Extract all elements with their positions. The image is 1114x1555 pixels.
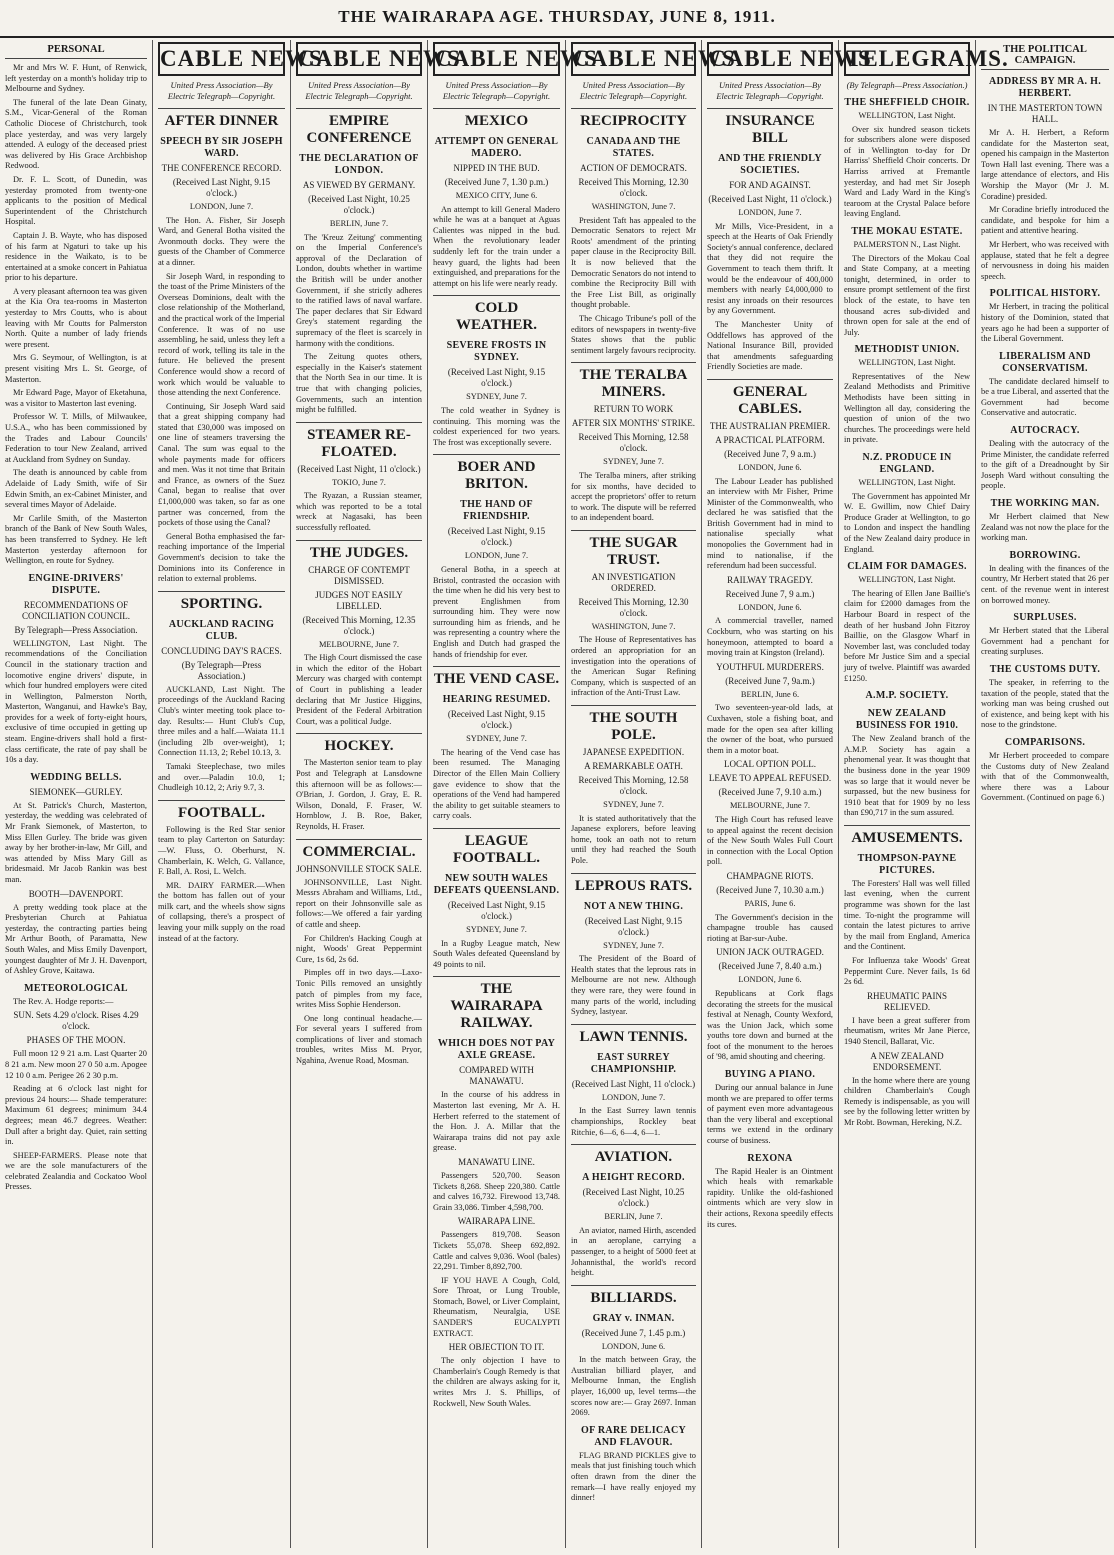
- article-deck: YOUTHFUL MURDERERS.: [716, 661, 824, 672]
- article-paragraph: The death is announced by cable from Adelaide of Lady Smith, wife of Sir Edwin Smith, an ex-Cabinet Minister, and several times Mayor of Adelaide.: [5, 468, 147, 510]
- column-3: [291, 40, 461, 1548]
- article-deck: (Received Last Night, 9.15 o'clock.): [447, 709, 546, 731]
- article-headline: BILLIARDS.: [571, 1285, 696, 1307]
- article-dateline: WELLINGTON, Last Night.: [858, 111, 956, 120]
- article-paragraph: Passengers 520,700. Season Tickets 8,268. Sheep 220,380. Cattle and calves 16,732. Firewood 13,748. Grain 33,086. Timber 4,598,700.: [433, 1170, 560, 1212]
- article-paragraph: SHEEP-FARMERS. Please note that we are the sole manufacturers of the celebrated Zealandia and Cockatoo Wool Presses.: [5, 1150, 147, 1192]
- article-subheading: SPEECH BY SIR JOSEPH WARD.: [160, 136, 283, 159]
- article-paragraph: Dealing with the autocracy of the Prime Minister, the candidate referred to the gift of a Dreadnought by Sir Joseph Ward without consulting the people.: [981, 439, 1109, 491]
- article-deck: Received This Morning, 12.58 o'clock.: [578, 775, 689, 797]
- article-paragraph: For Influenza take Woods' Great Peppermint Cure. Never fails, 1s 6d 2s 6d.: [844, 956, 970, 987]
- section-heading: CABLE NEWS: [296, 42, 422, 76]
- article-paragraph: IF YOU HAVE A Cough, Cold, Sore Throat, or Lung Trouble, Stomach, Bowel, or Liver Complaint, Rheumatism, Neuralgia, USE SANDER'S EUCALYPTI EXTRACT.: [433, 1275, 560, 1338]
- article-dateline: LONDON, June 6.: [601, 1341, 666, 1351]
- article-deck: LOCAL OPTION POLL.: [724, 759, 816, 770]
- article-deck: AS VIEWED BY GERMANY.: [302, 180, 416, 190]
- article-subheading: ADDRESS BY MR A. H. HERBERT.: [988, 76, 1101, 99]
- article-deck: FOR AND AGAINST.: [729, 180, 811, 190]
- article-headline: AVIATION.: [571, 1144, 696, 1166]
- article-subheading: HEARING RESUMED.: [442, 694, 551, 706]
- article-dateline: SYDNEY, June 7.: [603, 800, 664, 810]
- article-dateline: TOKIO, June 7.: [332, 477, 386, 487]
- article-deck: A REMARKABLE OATH.: [584, 761, 683, 772]
- article-paragraph: The Chicago Tribune's poll of the editors of newspapers in twenty-five States shows that the public sentiment largely favours reciprocity.: [571, 313, 696, 355]
- press-association-line: United Press Association—By Electric Telegraph—Copyright.: [716, 80, 824, 101]
- article-dateline: MEXICO CITY, June 6.: [455, 191, 538, 200]
- article-deck: RHEUMATIC PAINS RELIEVED.: [867, 990, 947, 1012]
- article-subheading: AUCKLAND RACING CLUB.: [168, 618, 275, 642]
- article-paragraph: MR. DAIRY FARMER.—When the bottom has fallen out of your milk cart, and the wheels show signs of collapsing, there's a prospect of leaving your milk supply on the road instead of at the factory.: [158, 880, 285, 943]
- article-paragraph: Representatives of the New Zealand Methodists and Primitive Methodists have been sitting in Wellington all day, considering the question of union of the two churches. The proceedings were held in private.: [844, 371, 970, 445]
- article-paragraph: Dr. F. L. Scott, of Dunedin, was yesterday promoted from twenty-one applicants to the position of Medical Superintendent of the Christchurch Hospital.: [5, 174, 147, 227]
- article-headline: STEAMER RE-FLOATED.: [296, 422, 422, 461]
- article-paragraph: Republicans at Cork flags decorating the streets for the musical festival at Nenagh, County Wexford, was the Union Jack, which some youths tore down and burned at the foot of the monument to the heroes of '98, amid shouting and cheering.: [707, 988, 833, 1062]
- article-dateline: SYDNEY, June 7.: [466, 734, 527, 744]
- section-heading: CABLE NEWS: [158, 42, 285, 76]
- column-2: [153, 40, 323, 1548]
- article-deck: CHARGE OF CONTEMPT DISMISSED.: [308, 564, 410, 586]
- article-paragraph: Full moon 12 9 21 a.m. Last Quarter 20 8 21 a.m. New moon 27 0 50 a.m. Apogee 12 10 0 a.m. Perigee 26 2 30 p.m.: [5, 1049, 147, 1080]
- article-paragraph: A very pleasant afternoon tea was given at the Kia Ora tea-rooms in Masterton yesterday to Mrs Coutts, who is about leaving with Mr Coutts for Palmerston North. Quite a number of lady friends were present.: [5, 286, 147, 349]
- article-paragraph: In the match between Gray, the Australian billiard player, and Melbourne Inman, the English player, 16,000 up, level terms—the scores now are:— Gray 2697. Inman 2069.: [571, 1355, 696, 1418]
- article-dateline: PARIS, June 6.: [744, 898, 796, 908]
- article-subheading: ATTEMPT ON GENERAL MADERO.: [434, 136, 559, 159]
- article-paragraph: In the East Surrey lawn tennis championships, Rockley beat Ritchie, 6—6, 6—4, 6—1.: [571, 1106, 696, 1137]
- article-deck: (Received June 7, 9.10 a.m.): [718, 787, 822, 798]
- article-headline: MEXICO: [433, 108, 560, 130]
- article-dateline: WELLINGTON, Last Night.: [858, 575, 956, 585]
- article-deck: CHAMPAGNE RIOTS.: [726, 870, 814, 881]
- article-headline: BOER AND BRITON.: [433, 454, 560, 493]
- article-subheading: GRAY v. INMAN.: [592, 1312, 675, 1324]
- article-subheading: EAST SURREY CHAMPIONSHIP.: [590, 1051, 677, 1075]
- article-subheading: THE HAND OF FRIENDSHIP.: [460, 499, 533, 523]
- article-paragraph: An attempt to kill General Madero while he was at a banquet at Aguas Calientes was nipped in the bud. When the revolutionary leader suddenly left for the train under a heavy guard, the lights had been extinguished, and preparations for the attempt on his life were nearly ready.: [433, 204, 560, 288]
- article-paragraph: The funeral of the late Dean Ginaty, S.M., Vicar-General of the Roman Catholic Diocese of Christchurch, took place yesterday, and was very largely attended. A eulogy of the deceased priest was delivered by His Grace Archbishop Redwood.: [5, 97, 147, 171]
- article-paragraph: The Rapid Healer is an Ointment which heals with remarkable rapidity. Unlike the old-fashioned ointments which are very slow in their actions, Rexona speedily effects its cures.: [707, 1166, 833, 1229]
- article-headline: EMPIRE CONFERENCE: [296, 108, 422, 147]
- section-heading: CABLE NEWS: [707, 42, 833, 76]
- press-association-line: United Press Association—By Electric Telegraph—Copyright.: [305, 80, 413, 101]
- article-deck: (Received Last Night, 9.15 o'clock.): [584, 915, 683, 937]
- article-paragraph: The Manchester Unity of Oddfellows has approved of the National Insurance Bill, provided that amendments safeguarding Friendly Societies are made.: [707, 319, 833, 372]
- press-association-line: United Press Association—By Electric Telegraph—Copyright.: [442, 80, 551, 101]
- section-heading: CABLE NEWS: [433, 42, 560, 76]
- article-dateline: SYDNEY, June 7.: [603, 457, 664, 467]
- article-paragraph: Following is the Red Star senior team to play Carterton on Saturday:—W. Fluss, O. Oberhurst, N. Chamberlain, K. Welch, G. Vallance, F. Ball, A. Rosi, L. Welch.: [158, 824, 285, 877]
- article-subheading: THE WORKING MAN.: [990, 498, 1100, 510]
- article-dateline: WELLINGTON, Last Night.: [858, 358, 956, 368]
- article-subheading: SURPLUSES.: [1013, 612, 1077, 624]
- article-paragraph: The Directors of the Mokau Coal and State Company, at a meeting tonight, determined, in order to ensure prompt settlement of the first block of the estate, to have ten thousand acres sub-divided and thrown open for sale at the end of July.: [844, 253, 970, 337]
- article-subheading: WHICH DOES NOT PAY AXLE GREASE.: [437, 1038, 556, 1062]
- article-paragraph: For Children's Hacking Cough at night, Woods' Great Peppermint Cure, 1s 6d, 2s 6d.: [296, 933, 422, 964]
- article-paragraph: In the home where there are young children Chamberlain's Cough Remedy is indispensable, as you will see by the following letter written by Mr Robt. Bowman, Hereking, N.Z.: [844, 1075, 970, 1127]
- article-deck: IN THE MASTERTON TOWN HALL.: [987, 103, 1103, 124]
- article-deck: (Received Last Night, 9.15 o'clock.): [447, 367, 546, 389]
- article-paragraph: General Botha, in a speech at Bristol, contrasted the occasion with the time when he did his very best to prevent Englishmen from surrounding him. They were now surrounding him as friends, and he was representing a country where the English and Dutch had grasped the hands of friendship for ever.: [433, 564, 560, 659]
- article-dateline: WELLINGTON, Last Night.: [858, 478, 956, 488]
- article-deck: RECOMMENDATIONS OF CONCILIATION COUNCIL.: [22, 599, 130, 621]
- article-headline: HOCKEY.: [296, 733, 422, 755]
- article-subheading: THE MOKAU ESTATE.: [851, 225, 963, 237]
- section-heading: PERSONAL: [5, 44, 147, 59]
- article-paragraph: The Labour Leader has published an interview with Mr Fisher, Prime Minister of the Commonwealth, who declared he was satisfied that the British Government had in mind to nationalise specially what monopolies the Government had in mind to nationalise, if the referendum had been successful.: [707, 476, 833, 571]
- section-heading: THE POLITICAL CAMPAIGN.: [981, 44, 1109, 70]
- article-paragraph: I have been a great sufferer from rheumatism, writes Mr Jane Pierce, 1940 Stencil, Ballarat, Vic.: [844, 1015, 970, 1046]
- article-dateline: MELBOURNE, June 7.: [318, 639, 400, 649]
- article-dateline: LONDON, June 6.: [738, 462, 802, 472]
- article-deck: (Received June 7, 10.30 a.m.): [716, 884, 824, 895]
- article-paragraph: At St. Patrick's Church, Masterton, yesterday, the wedding was celebrated of Mr Frank Siemonek, of Masterton, to Miss Ellen Gurley. The bride was given away by her brother-in-law, Mr Gill, and was attended by Miss Mary Gill as bridesmaid. Mr Jacob Rankin was best man.: [5, 800, 147, 884]
- article-deck: JOHNSONVILLE STOCK SALE.: [296, 863, 422, 874]
- article-paragraph: Reading at 6 o'clock last night for previous 24 hours:— Shade temperature: Maximum 61 degrees; minimum 34.4 degrees; mean 46.7 degrees. Weather: Dull after a bright day. Quiet, rain setting in.: [5, 1084, 147, 1147]
- masthead: [0, 0, 1114, 38]
- article-deck: THE AUSTRALIAN PREMIER.: [709, 420, 831, 431]
- article-headline: SPORTING.: [158, 591, 285, 613]
- article-paragraph: The Teralba miners, after striking for six months, have decided to accept the proprietors' offer to return to work. The dispute will be referred to an independent board.: [571, 470, 696, 523]
- article-paragraph: Mr Coradine briefly introduced the candidate, and bespoke for him a patient and attentive hearing.: [981, 205, 1109, 236]
- article-deck: (Received Last Night, 11 o'clock.): [297, 463, 421, 474]
- article-deck: (Received June 7, 9 a.m.): [724, 448, 816, 459]
- article-paragraph: General Botha emphasised the far-reaching importance of the Imperial Government's decision to take the Dominions into its Conference in relation to external problems.: [158, 531, 285, 584]
- article-headline: COMMERCIAL.: [296, 839, 422, 861]
- article-deck: (Received Last Night, 10.25 o'clock.): [308, 194, 410, 215]
- article-deck: COMPARED WITH MANAWATU.: [459, 1065, 534, 1087]
- article-deck: UNION JACK OUTRAGED.: [716, 947, 824, 958]
- article-paragraph: Mr Herbert stated that the Liberal Government had a penchant for creating surpluses.: [981, 626, 1109, 657]
- article-dateline: SYDNEY, June 7.: [466, 925, 527, 934]
- article-deck: Received This Morning, 12.30 o'clock.: [578, 596, 689, 618]
- article-deck: SIEMONEK—GURLEY.: [29, 786, 123, 797]
- article-deck: (Received June 7, 1.30 p.m.): [444, 177, 549, 187]
- article-dateline: WASHINGTON, June 7.: [591, 202, 676, 211]
- article-paragraph: The Foresters' Hall was well filled last evening, when the current programme was shown for the last time. To-night the programme will contain the latest pictures to arrive by the mail from England, America and the Continent.: [844, 878, 970, 952]
- article-paragraph: In a Rugby League match, New South Wales defeated Queensland by 49 points to nil.: [433, 938, 560, 969]
- article-paragraph: Mr Mills, Vice-President, in a speech at the Hearts of Oak Friendly Society's annual conference, declared that they did not require the Government to teach them thrift. It would be the endeavour of 400,000 members with nearly £4,000,000 to resist any inroads on their resources by any Government.: [707, 221, 833, 316]
- column-6: [702, 40, 872, 1548]
- article-dateline: LONDON, June 6.: [738, 602, 802, 612]
- article-deck: MANAWATU LINE.: [458, 1156, 535, 1167]
- article-headline: THE JUDGES.: [296, 540, 422, 562]
- article-paragraph: The House of Representatives has ordered an appropriation for an investigation into the operations of the American Sugar Refining Company, which is suspected of an infraction of the Anti-Trust Law.: [571, 635, 696, 698]
- article-subheading: OF RARE DELICACY AND FLAVOUR.: [581, 1424, 686, 1448]
- article-deck: CONCLUDING DAY'S RACES.: [161, 645, 282, 656]
- article-deck: RETURN TO WORK: [593, 404, 674, 415]
- article-paragraph: In the course of his address in Masterton last evening, Mr A. H. Herbert referred to the statement of the Hon. J. A. Millar that the Wairarapa trains did not pay axle grease.: [433, 1090, 560, 1153]
- article-headline: THE WAIRARAPA RAILWAY.: [433, 976, 560, 1032]
- article-paragraph: During our annual balance in June month we are prepared to offer terms of payment even more advantageous than the very liberal and exceptional terms we extend in the ordinary course of business.: [707, 1083, 833, 1146]
- article-deck: (Received Last Night, 11 o'clock.): [708, 194, 832, 204]
- article-subheading: THOMPSON-PAYNE PICTURES.: [857, 852, 957, 876]
- article-subheading: METHODIST UNION.: [854, 344, 960, 356]
- article-paragraph: FLAG BRAND PICKLES give to meals that just finishing touch which often drawn from the diner the remark—I have really enjoyed my dinner!: [571, 1450, 696, 1503]
- article-headline: FOOTBALL.: [158, 800, 285, 822]
- article-subheading: LIBERALISM AND CONSERVATISM.: [999, 350, 1091, 374]
- article-paragraph: The High Court has refused leave to appeal against the recent decision of the New South Wales Full Court in connection with the Local Option poll.: [707, 814, 833, 867]
- article-headline: AMUSEMENTS.: [844, 825, 970, 847]
- article-paragraph: The candidate declared himself to be a true Liberal, and asserted that the Government had become Conservative and autocratic.: [981, 376, 1109, 418]
- article-paragraph: Passengers 819,708. Season Tickets 55,078. Sheep 692,892. Cattle and calves 9,036. Wool (bales) 22,291. Timber 8,892,700.: [433, 1230, 560, 1272]
- press-association-line: (By Telegraph—Press Association.): [846, 80, 968, 90]
- article-dateline: BERLIN, June 7.: [604, 1212, 663, 1222]
- article-deck: A NEW ZEALAND ENDORSEMENT.: [870, 1050, 944, 1072]
- article-paragraph: Professor W. T. Mills, of Milwaukee, U.S.A., who has been commissioned by the Trades and Labour Councils' Federation to tour New Zealand, arrived at Auckland from Sydney on Sunday.: [5, 412, 147, 464]
- article-paragraph: In dealing with the finances of the country, Mr Herbert stated that 26 per cent. of the revenue went in interest on borrowed money.: [981, 563, 1109, 605]
- article-paragraph: The Zeitung quotes others, especially in the Kaiser's statement that the North Sea in our time. It is true that with changing policies, Governments, such an intention might be fulfilled.: [296, 352, 422, 415]
- article-subheading: REXONA: [747, 1152, 793, 1164]
- column-4: [428, 40, 598, 1548]
- article-dateline: BERLIN, June 6.: [740, 689, 800, 699]
- article-subheading: BUYING A PIANO.: [724, 1069, 816, 1081]
- article-headline: AFTER DINNER: [158, 108, 285, 130]
- article-headline: LEAGUE FOOTBALL.: [433, 828, 560, 867]
- article-paragraph: A commercial traveller, named Cockburn, who was starting on his honeymoon, attempted to board a moving train at Kingston (Ireland).: [707, 616, 833, 658]
- article-subheading: AND THE FRIENDLY SOCIETIES.: [718, 153, 822, 176]
- article-headline: RECIPROCITY: [571, 108, 696, 130]
- article-paragraph: The Masterton senior team to play Post and Telegraph at Lansdowne this afternoon will be as follows:—O'Brian, J. Gordon, J. Gray, E. R. Wilson, Donald, F. Fraser, W. Hornblow, J. B. Roe, Baker, Reynolds, H. Fraser.: [296, 758, 422, 831]
- article-deck: AN INVESTIGATION ORDERED.: [591, 571, 676, 593]
- article-subheading: CANADA AND THE STATES.: [586, 136, 681, 159]
- article-paragraph: Mr A. H. Herbert, a Reform candidate for the Masterton seat, opened his campaign in the Masterton Town Hall last evening. There was a large attendance of electors, and His Worship the Mayor (Mr J. M. Coradine) presided.: [981, 128, 1109, 201]
- article-dateline: PALMERSTON N., Last Night.: [853, 239, 961, 249]
- article-deck: (Received Last Night, 9.15 o'clock.): [172, 177, 271, 198]
- article-subheading: THE CUSTOMS DUTY.: [989, 663, 1101, 675]
- article-paragraph: A pretty wedding took place at the Presbyterian Church at Pahiatua yesterday, the contracting parties being Mr Arthur Booth, of Paramatta, New South Wales, and Miss Emily Davenport, youngest daughter of Mr J. H. Davenport, of Ashley Grove, Kaitawa.: [5, 902, 147, 976]
- article-deck: JAPANESE EXPEDITION.: [582, 747, 685, 758]
- article-paragraph: Two seventeen-year-old lads, at Cuxhaven, stole a fishing boat, and made for the open sea after killing the owner of the boat, who pursued them in a motor boat.: [707, 703, 833, 755]
- article-paragraph: The Government has appointed Mr W. E. Gwillim, now Chief Dairy Produce Grader at Wellington, to go to London and inspect the handling of the New Zealand dairy produce in England.: [844, 491, 970, 554]
- article-subheading: SEVERE FROSTS IN SYDNEY.: [446, 340, 547, 364]
- article-subheading: NOT A NEW THING.: [583, 900, 684, 912]
- article-headline: LEPROUS RATS.: [571, 873, 696, 895]
- article-deck: ACTION OF DEMOCRATS.: [580, 163, 687, 173]
- article-paragraph: AUCKLAND, Last Night. The proceedings of the Auckland Racing Club's winter meeting took place to-day. Results:— Hunt Club's Cup, three miles and a half.—Waiata 11.1 (including 2lb over-weight), 1; Connection 11.13, 2; Rebel 10.13, 3.: [158, 684, 285, 758]
- masthead-title: THE WAIRARAPA AGE. THURSDAY, JUNE 8, 1911.: [338, 7, 776, 26]
- article-subheading: METEOROLOGICAL: [24, 982, 128, 994]
- article-headline: THE TERALBA MINERS.: [571, 362, 696, 401]
- article-subheading: A.M.P. SOCIETY.: [865, 690, 949, 702]
- section-heading: CABLE NEWS: [571, 42, 696, 76]
- article-paragraph: The Rev. A. Hodge reports:—: [13, 996, 114, 1006]
- article-paragraph: An aviator, named Hirth, ascended in an aeroplane, carrying a passenger, to a height of 5000 feet at Johannisthal, the world's record height.: [571, 1225, 696, 1278]
- article-paragraph: WELLINGTON, Last Night. The recommendations of the Conciliation Council in the stationary traction and locomotive engine drivers' dispute, in which four hundred employers were cited in Wellington, Palmerston North, Masterton, Wanganui, and Hawke's Bay, provides for a week of forty-eight hours, exclusive of time occupied in getting up steam. Engine-drivers shall hold a first-class certificate, the rate of pay shall be 10s a day.: [5, 638, 147, 765]
- article-paragraph: The speaker, in referring to the taxation of the people, stated that the working man was being crushed out of existence, and being kept with his nose to the grindstone.: [981, 677, 1109, 730]
- article-dateline: LONDON, June 7.: [738, 208, 802, 217]
- article-paragraph: It is stated authoritatively that the Japanese explorers, before leaving home, took an oath not to return until they had reached the South Pole.: [571, 813, 696, 865]
- article-paragraph: Sir Joseph Ward, in responding to the toast of the Prime Ministers of the Overseas Dominions, dealt with the close relationship of the Motherland, and the practical work of the Imperial Conference. It was of no use assembling, he said, unless they left a record of work, telling its tale in the future. He believed the present Conference would show a record of work which would be valuable to those attending the next Conference.: [158, 271, 285, 398]
- article-paragraph: Over six hundred season tickets for subscribers alone were disposed of in Wellington to-day for Dr Harriss' Sheffield Choir concerts. Dr Harriss arrived at Fremantle yesterday, and had met Sir Joseph Ward and Lady Ward in the King's tearoom at the Crystal Palace before leaving England.: [844, 124, 970, 219]
- article-deck: (Received Last Night, 9.15 o'clock.): [447, 900, 546, 921]
- article-deck: Received June 7, 9 a.m.): [725, 588, 815, 599]
- article-deck: HER OBJECTION TO IT.: [448, 1342, 545, 1353]
- article-dateline: MELBOURNE, June 7.: [729, 801, 811, 811]
- article-deck: (Received June 7, 1.45 p.m.): [581, 1327, 686, 1338]
- article-deck: Received This Morning, 12.58 o'clock.: [578, 432, 689, 454]
- article-dateline: BERLIN, June 7.: [329, 219, 389, 228]
- article-paragraph: Mr Herbert, who was received with applause, stated that he felt a degree of nervousness in doing his maiden speech.: [981, 239, 1109, 281]
- article-subheading: POLITICAL HISTORY.: [989, 288, 1101, 300]
- article-subheading: CLAIM FOR DAMAGES.: [847, 561, 967, 573]
- article-headline: THE SOUTH POLE.: [571, 705, 696, 744]
- article-paragraph: Continuing, Sir Joseph Ward said that a great shipping company had stated that £30,000 was imposed on one line of steamers traversing the Canal. The sum was equal to the whole payments made for officers and men. Was it not time that Britain and France, as owners of the Suez Canal, began to realise that over £1,000,000 was taken, so far as one partner was concerned, from the pockets of those using the Canal?: [158, 401, 285, 528]
- article-dateline: SYDNEY, June 7.: [466, 392, 527, 402]
- article-paragraph: Tamaki Steeplechase, two miles and over.—Paladin 10.0, 1; Chudleigh 10.12, 2; Ariy 9.7, 3.: [158, 761, 285, 793]
- article-paragraph: The High Court dismissed the case in which the editor of the Hobart Mercury was charged with contempt of Court in publishing a leader declaring that Mr Justice Higgins, President of the Federal Arbitration Court, was a political Judge.: [296, 653, 422, 726]
- article-subheading: N.Z. PRODUCE IN ENGLAND.: [862, 452, 952, 476]
- article-deck: (Received June 7, 8.40 a.m.): [718, 961, 822, 972]
- article-deck: WAIRARAPA LINE.: [457, 1216, 536, 1227]
- article-deck: THE CONFERENCE RECORD.: [161, 163, 282, 173]
- article-deck: (Received Last Night, 10.25 o'clock.): [582, 1187, 685, 1209]
- article-deck: PHASES OF THE MOON.: [26, 1035, 126, 1046]
- article-headline: THE SUGAR TRUST.: [571, 530, 696, 569]
- section-heading: TELEGRAMS.: [844, 42, 970, 76]
- article-paragraph: The only objection I have to Chamberlain's Cough Remedy is that the children are always asking for it, writes Mrs J. S. Phillips, of Rockwell, New South Wales.: [433, 1356, 560, 1408]
- article-paragraph: Mr Herbert, in tracing the political history of the Dominion, stated that years ago he had been a supporter of the Liberal Government.: [981, 302, 1109, 344]
- article-deck: A PRACTICAL PLATFORM.: [715, 434, 825, 445]
- article-deck: (Received June 7, 9a.m.): [725, 675, 815, 686]
- article-dateline: WASHINGTON, June 7.: [591, 621, 676, 631]
- article-headline: INSURANCE BILL: [707, 108, 833, 147]
- article-paragraph: Pimples off in two days.—Laxo-Tonic Pills removed an unsightly patch of pimples from my face, writes Miss Sophie Henderson.: [296, 968, 422, 1010]
- article-paragraph: The New Zealand branch of the A.M.P. Society has again a phenomenal year. It was thought that the business done in the year 1909 was so large that it would never be surpassed, but the new business for 1910 beat that for 1909 by no less than £90,717 in the sum assured.: [844, 734, 970, 818]
- article-deck: (Received Last Night, 9.15 o'clock.): [447, 526, 546, 548]
- article-paragraph: The Government's decision in the champagne trouble has caused rioting at Bar-sur-Aube.: [707, 912, 833, 943]
- article-paragraph: The hearing of the Vend case has been resumed. The Managing Director of the Ellen Main Colliery gave evidence to show that the operations of the Vend had hampered the ability to get suitable steamers to carry coals.: [433, 747, 560, 821]
- column-5: [566, 40, 736, 1548]
- article-headline: COLD WEATHER.: [433, 295, 560, 334]
- article-dateline: LONDON, June 6.: [738, 975, 802, 985]
- article-dateline: LONDON, June 7.: [601, 1092, 666, 1102]
- article-dateline: SYDNEY, June 7.: [603, 940, 664, 950]
- column-8: [976, 40, 1114, 1548]
- article-paragraph: The Ryazan, a Russian steamer, which was reported to be a total wreck at Nagasaki, has been successfully refloated.: [296, 491, 422, 533]
- article-subheading: COMPARISONS.: [1004, 736, 1086, 748]
- article-subheading: THE SHEFFIELD CHOIR.: [844, 97, 970, 108]
- article-deck: (By Telegraph—Press Association.): [181, 659, 262, 681]
- article-deck: AFTER SIX MONTHS' STRIKE.: [571, 418, 696, 429]
- article-deck: Received This Morning, 12.30 o'clock.: [578, 177, 689, 198]
- article-paragraph: Mrs G. Seymour, of Wellington, is at present visiting Mrs L. St. George, of Masterton.: [5, 353, 147, 384]
- article-deck: NIPPED IN THE BUD.: [453, 163, 540, 173]
- article-paragraph: Mr Carlile Smith, of the Masterton branch of the Bank of New South Wales, has been transferred to Sydney. He left Masterton yesterday afternoon for Wellington, en route for Sydney.: [5, 513, 147, 566]
- article-subheading: AUTOCRACY.: [1010, 425, 1080, 437]
- article-headline: LAWN TENNIS.: [571, 1024, 696, 1046]
- article-subheading: A HEIGHT RECORD.: [582, 1172, 685, 1184]
- article-dateline: LONDON, June 7.: [189, 202, 254, 211]
- column-1: [0, 40, 153, 1548]
- article-paragraph: The President of the Board of Health states that the leprous rats in Melbourne are not new. Although they were rare, they were found in many parts of the world, including Sydney, lastyear.: [571, 954, 696, 1017]
- article-paragraph: Mr Edward Page, Mayor of Eketahuna, was a visitor to Masterton last evening.: [5, 388, 147, 408]
- press-association-line: United Press Association—By Electric Telegraph—Copyright.: [579, 80, 688, 101]
- column-7: [839, 40, 1009, 1548]
- article-deck: LEAVE TO APPEAL REFUSED.: [708, 773, 832, 784]
- article-subheading: WEDDING BELLS.: [30, 771, 122, 783]
- article-subheading: NEW ZEALAND BUSINESS FOR 1910.: [855, 708, 959, 732]
- article-paragraph: The Hon. A. Fisher, Sir Joseph Ward, and General Botha visited the Avonmouth docks. They were the guests of the Chamber of Commerce at a dinner.: [158, 215, 285, 267]
- press-association-line: United Press Association—By Electric Telegraph—Copyright.: [167, 80, 276, 101]
- article-paragraph: President Taft has appealed to the Democratic Senators to reject Mr Roots' amendment of the printing paper clause in the Reciprocity Bill. It is now believed that the Democratic Senators do not intend to combine the Reciprocity Bill with the Free List Bill, as originally thought probable.: [571, 215, 696, 310]
- article-subheading: BORROWING.: [1009, 549, 1081, 561]
- article-paragraph: Mr and Mrs W. F. Hunt, of Renwick, left yesterday on a month's holiday trip to Melbourne and Sydney.: [5, 63, 147, 94]
- article-paragraph: Mr Herbert claimed that New Zealand was not now the place for the working man.: [981, 512, 1109, 543]
- article-subheading: NEW SOUTH WALES DEFEATS QUEENSLAND.: [433, 873, 560, 896]
- article-subheading: ENGINE-DRIVERS' DISPUTE.: [28, 572, 124, 596]
- article-deck: BOOTH—DAVENPORT.: [28, 888, 124, 899]
- article-headline: GENERAL CABLES.: [707, 379, 833, 418]
- article-deck: By Telegraph—Press Association.: [14, 624, 138, 635]
- article-paragraph: The hearing of Ellen Jane Baillie's claim for £2000 damages from the Harbour Board in respect of the death of her husband John Fitzroy Baillie, on the Glasgow Wharf in November last, was concluded today before Mr Justice Sim and a special jury of twelve. Plaintiff was awarded £1250.: [844, 588, 970, 683]
- article-headline: THE VEND CASE.: [433, 666, 560, 688]
- article-subheading: THE DECLARATION OF LONDON.: [299, 153, 419, 176]
- article-dateline: LONDON, June 7.: [464, 551, 529, 561]
- article-paragraph: One long continual headache.—For several years I suffered from complications of liver and stomach troubles, writes Miss M. Pryor, Ngahina, Avenue Road, Mosman.: [296, 1013, 422, 1066]
- article-deck: (Received This Morning, 12.35 o'clock.): [302, 614, 416, 636]
- article-deck: SUN. Sets 4.29 o'clock. Rises 4.29 o'clock.: [13, 1010, 139, 1032]
- article-paragraph: JOHNSONVILLE, Last Night. Messrs Abraham and Williams, Ltd., report on their Johnsonville sale as follows:—We offered a fair yarding of cattle and sheep.: [296, 877, 422, 929]
- article-deck: (Received Last Night, 11 o'clock.): [571, 1078, 696, 1089]
- article-deck: JUDGES NOT EASILY LIBELLED.: [315, 589, 403, 611]
- article-paragraph: Mr Herbert proceeded to compare the Customs duty of New Zealand with that of the Commonwealth, where there was a Labour Government. (Continued on page 6.): [981, 750, 1109, 803]
- article-paragraph: The cold weather in Sydney is continuing. This morning was the coldest experienced for two years. The frost was exceptionally severe.: [433, 405, 560, 447]
- article-paragraph: Captain J. B. Wayte, who has disposed of his farm at Ngaturi to take up his residence in the Waikato, is to be entertained at a smoke concert in Pahiatua prior to his departure.: [5, 230, 147, 283]
- article-deck: RAILWAY TRAGEDY.: [727, 574, 813, 585]
- article-paragraph: The 'Kreuz Zeitung' commenting on the Imperial Conference's approval of the Declaration of London, doubts whether in wartime the British will be under another Government, if she strictly adheres to the ratified laws of naval warfare. The paper declares that Sir Edward Grey's statement regarding the supremacy of the fleet is scarcely in harmony with the conditions.: [296, 232, 422, 348]
